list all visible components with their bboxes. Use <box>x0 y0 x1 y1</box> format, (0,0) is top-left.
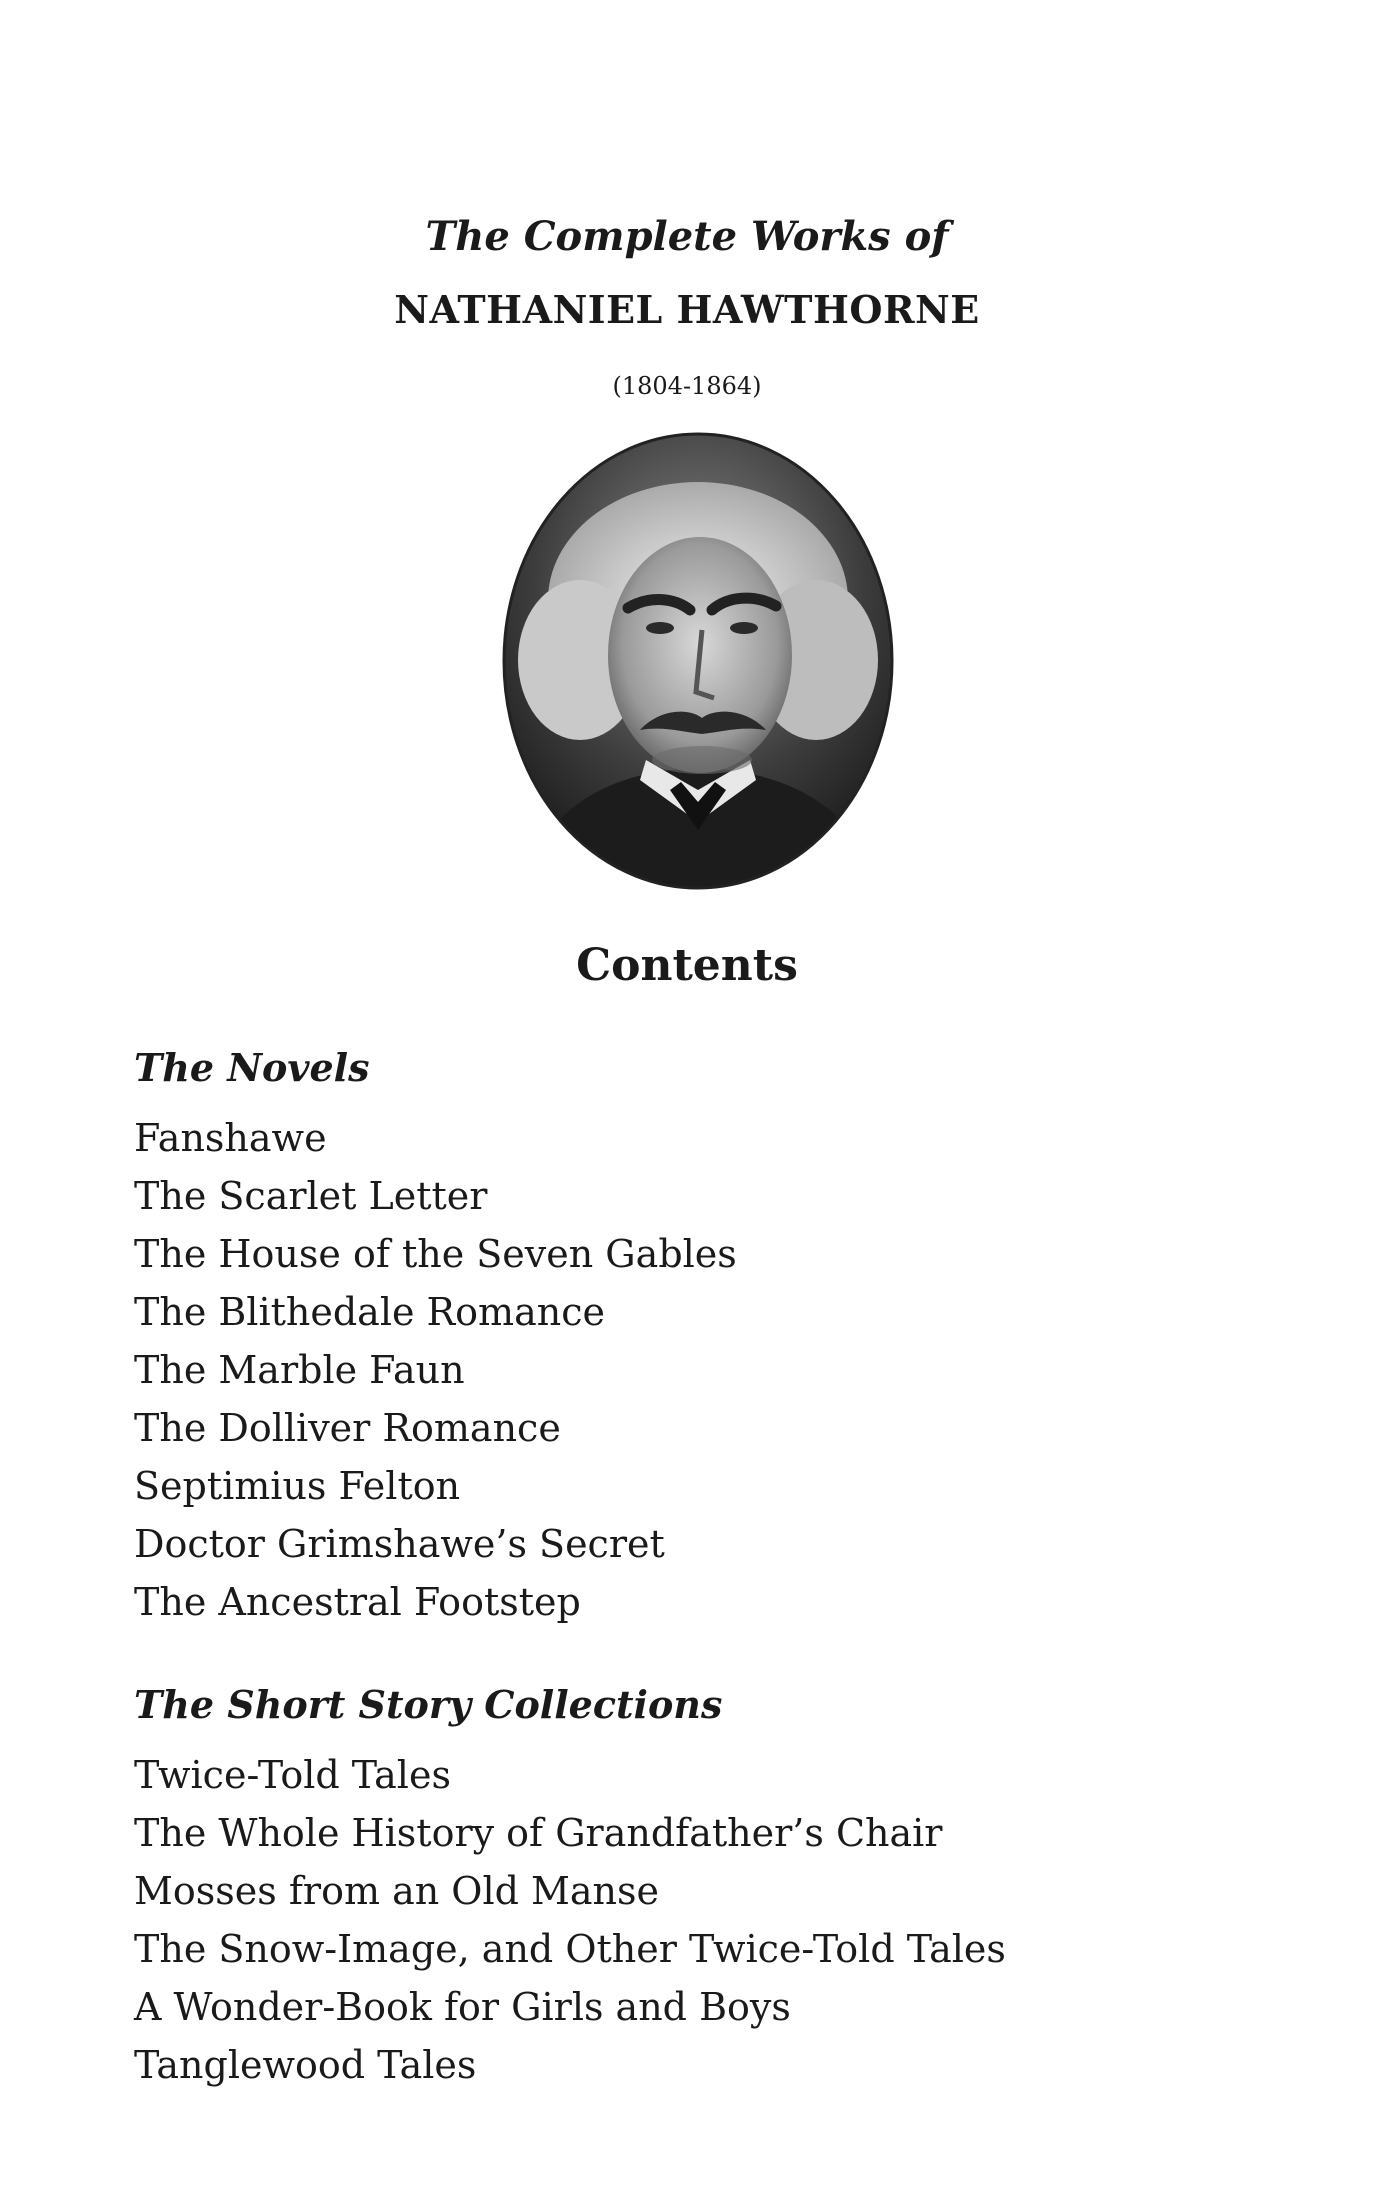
toc-item[interactable]: Tanglewood Tales <box>134 2043 477 2087</box>
toc-item[interactable]: Fanshawe <box>134 1116 327 1160</box>
section-heading: The Short Story Collections <box>134 1682 723 1727</box>
section-heading: The Novels <box>134 1045 370 1090</box>
author-portrait <box>500 430 896 892</box>
toc-item[interactable]: The Dolliver Romance <box>134 1406 561 1450</box>
toc-item[interactable]: The Blithedale Romance <box>134 1290 605 1334</box>
contents-heading: Contents <box>576 940 798 991</box>
toc-item[interactable]: The Snow-Image, and Other Twice-Told Tales <box>134 1927 1006 1971</box>
toc-item[interactable]: The Marble Faun <box>134 1348 465 1392</box>
toc-item[interactable]: The Scarlet Letter <box>134 1174 488 1218</box>
toc-section-short-stories <box>134 1676 1284 2094</box>
toc-item[interactable]: The Whole History of Grandfather’s Chair <box>134 1811 943 1855</box>
toc-list <box>134 1746 1284 2094</box>
toc-item[interactable]: Septimius Felton <box>134 1464 461 1508</box>
toc-item[interactable]: Mosses from an Old Manse <box>134 1869 660 1913</box>
toc-item[interactable]: A Wonder-Book for Girls and Boys <box>134 1985 791 2029</box>
author-name: NATHANIEL HAWTHORNE <box>394 287 980 332</box>
toc-item[interactable]: The House of the Seven Gables <box>134 1232 737 1276</box>
toc-item[interactable]: Doctor Grimshawe’s Secret <box>134 1522 665 1566</box>
toc-item[interactable]: The Ancestral Footstep <box>134 1580 581 1624</box>
author-dates: (1804-1864) <box>612 372 762 400</box>
toc-list <box>134 1109 1284 1631</box>
toc-section-novels <box>134 1039 1284 1631</box>
author-portrait-icon <box>500 430 896 892</box>
toc-item[interactable]: Twice-Told Tales <box>134 1753 451 1797</box>
book-title: The Complete Works of <box>425 213 949 260</box>
